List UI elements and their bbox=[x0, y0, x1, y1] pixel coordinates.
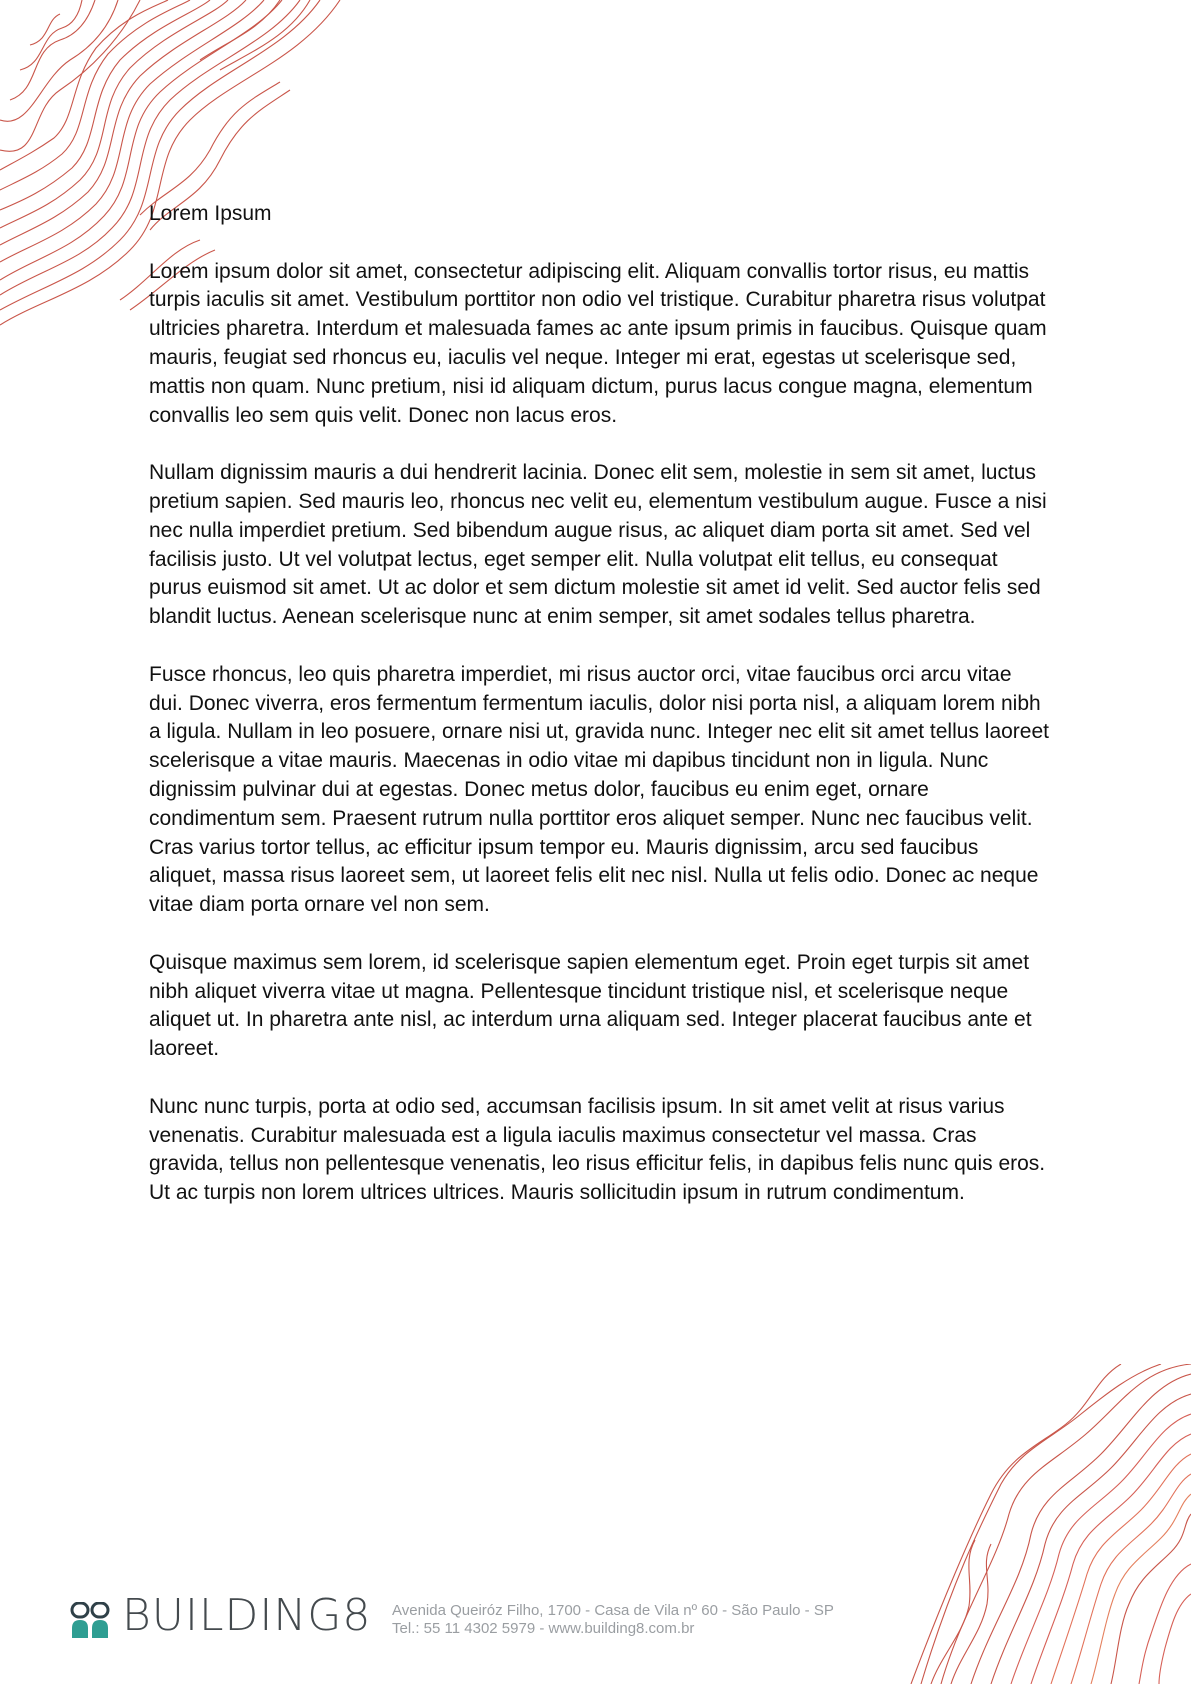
paragraph-1: Lorem ipsum dolor sit amet, consectetur adipiscing elit. Aliquam convallis tortor risus, eu mattis turpis iaculis sit amet. Vestibulum porttitor non odio vel tristique. Curabitur pharetra risus volutpat ultricies pharetra. Interdum et malesuada fames ac ante ipsum primis in faucibus. Quisque quam mauris, feugiat sed rhoncus eu, iaculis vel neque. Integer mi erat, egestas ut scelerisque sed, mattis non quam. Nunc pretium, nisi id aliquam dictum, purus lacus congue magna, elementum convallis leo sem quis velit. Donec non lacus eros. bbox=[149, 259, 1047, 427]
decorative-swirl-bottom-right bbox=[891, 1364, 1191, 1684]
logo-wordmark: BUILDING8 bbox=[122, 1590, 372, 1641]
letter-body bbox=[149, 200, 1049, 1237]
address-line: Avenida Queiróz Filho, 1700 - Casa de Vila nº 60 - São Paulo - SP bbox=[392, 1602, 834, 1619]
company-address bbox=[392, 1602, 912, 1638]
paragraph-5: Nunc nunc turpis, porta at odio sed, accumsan facilisis ipsum. In sit amet velit at risus varius venenatis. Curabitur malesuada est a ligula iaculis maximus consectetur vel massa. Cras gravida, tellus non pellentesque venenatis, leo risus efficitur felis, in dapibus felis nunc quis eros. Ut ac turpis non lorem ultrices ultrices. Mauris sollicitudin ipsum in rutrum condimentum. bbox=[149, 1094, 1046, 1205]
building8-logo bbox=[70, 1590, 372, 1646]
paragraph-3: Fusce rhoncus, leo quis pharetra imperdiet, mi risus auctor orci, vitae faucibus orci arcu vitae dui. Donec viverra, eros fermentum fermentum iaculis, dolor nisi porta nisl, a aliquam lorem nibh a ligula. Nullam in leo posuere, ornare nisi ut, gravida nunc. Integer nec elit sit amet tellus laoreet scelerisque a vitae mauris. Maecenas in odio vitae mi dapibus tincidunt non in ligula. Nunc dignissim pulvinar dui at egestas. Donec metus dolor, faucibus eu enim eget, ornare condimentum sem. Praesent rutrum nulla porttitor eros aliquet semper. Nunc nec faucibus velit. Cras varius tortor tellus, ac efficitur ipsum tempor eu. Mauris dignissim, arcu sed faucibus aliquet, massa risus laoreet sem, ut laoreet felis elit nec nisl. Nulla ut felis odio. Donec ac neque vitae diam porta ornare vel non sem. bbox=[149, 662, 1049, 917]
letter-heading: Lorem Ipsum bbox=[149, 202, 272, 225]
paragraph-4: Quisque maximus sem lorem, id scelerisque sapien elementum eget. Proin eget turpis sit amet nibh aliquet viverra vitae ut magna. Pellentesque tincidunt tristique nisl, et scelerisque neque aliquet ut. In pharetra ante nisl, ac interdum urna aliquam sed. Integer placerat faucibus ante et laoreet. bbox=[149, 950, 1032, 1061]
contact-line: Tel.: 55 11 4302 5979 - www.building8.com.br bbox=[392, 1620, 695, 1637]
logo-mark-icon bbox=[70, 1602, 112, 1640]
paragraph-2: Nullam dignissim mauris a dui hendrerit lacinia. Donec elit sem, molestie in sem sit amet, luctus pretium sapien. Sed mauris leo, rhoncus nec velit eu, elementum vestibulum augue. Fusce a nisi nec nulla imperdiet pretium. Sed bibendum augue risus, ac aliquet diam porta sit amet. Sed vel facilisis justo. Ut vel volutpat lectus, eget semper elit. Nulla volutpat elit tellus, eu consequat purus euismod sit amet. Ut ac dolor et sem dictum molestie sit amet id velit. Sed auctor felis sed blandit luctus. Aenean scelerisque nunc at enim semper, sit amet sodales tellus pharetra. bbox=[149, 461, 1047, 629]
